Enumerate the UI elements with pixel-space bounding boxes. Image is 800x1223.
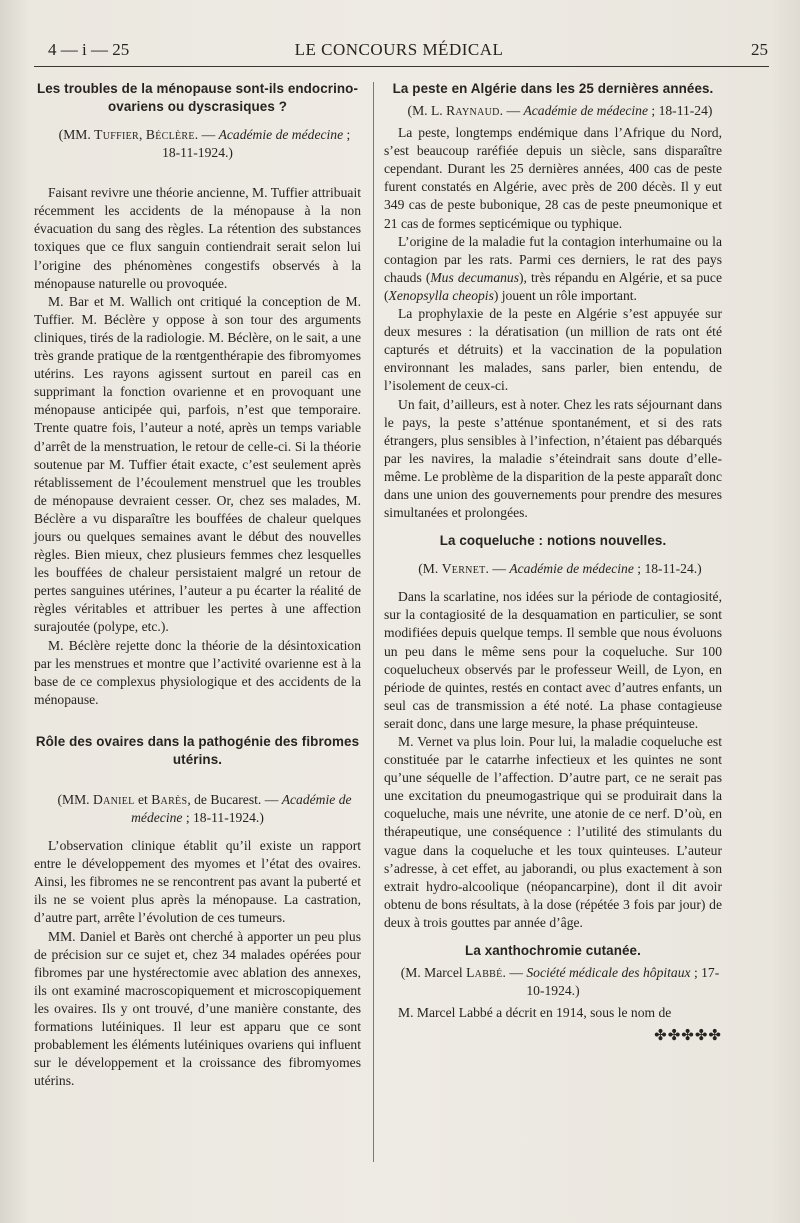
running-head [34,40,768,64]
page-number: 25 [751,40,768,59]
paragraph: M. Vernet va plus loin. Pour lui, la maladie coqueluche est constituée par le catarrhe infectieux et les quintes ne sont qu’une séquelle de l’affection. D’autre part, ce ne serait pas une excitation du pneumogastrique qui se produirait dans la coqueluche, mais une névrite, une atonie de ce nerf. D’où, en thérapeutique, une conséquence : l’utilité des stimulants du vague dans la coqueluche et les toux quinteuses. L’auteur s’adresse, à cet effet, au jaborandi, ou plus exactement à son extrait hydro-alcoolique (néopancarpine), dont il dit avoir obtenu de bons résultats, à la dose (répétée 3 fois par jour) de deux à trois gouttes par année d’âge. [384,734,722,930]
paragraph: Un fait, d’ailleurs, est à noter. Chez les rats séjournant dans le pays, la peste s’atténue spontanément, et si des rats étrangers, plus sensibles à l’infection, n’étaient pas débarqués par les navires, la maladie s’éteindrait sans doute d’elle-même. Le problème de la disparition de la peste apparaît donc dans une union des gouvernements pour prendre des mesures simultanées et prolongées. [384,396,722,521]
header-rule [34,66,769,67]
continuation-ornament: ✤✤✤✤✤ [654,1026,722,1045]
paragraph: M. Marcel Labbé a décrit en 1914, sous le nom de [398,1005,672,1021]
paragraph: L’observation clinique établit qu’il existe un rapport entre le développement des myomes et l’état des ovaires. Ainsi, les fibromes ne se rencontrent pas avant la puberté et ils ne se voient plus après la ménopause. La castration, d’autre part, arrête l’évolution de ces tumeurs. [34,838,361,926]
article-source: (M. Vernet. — Académie de médecine ; 18-11-24.) [418,561,702,577]
paragraph: L’origine de la maladie fut la contagion interhumaine ou la contagion par les rats. Parmi ces derniers, le rat des pays chauds (Mus decumanus), très répandu en Algérie, et sa puce (Xenopsylla cheopis) jouent un rôle important. [384,233,722,303]
article-source: (M. Marcel Labbé. — Société médicale des hôpitaux ; 17-10-1924.) [400,965,720,999]
article-source: (MM. Daniel et Barès, de Bucarest. — Académie de médecine ; 18-11-1924.) [57,791,352,825]
species-name: Mus decumanus [430,269,520,285]
paragraph: La peste, longtemps endémique dans l’Afrique du Nord, s’est beaucoup raréfiée depuis un siècle, sans disparaître cependant. Durant les 25 dernières années, 400 cas de peste furent constatés en Algérie, avec près de 200 décès. Il y eut 349 cas de peste bubonique, 28 cas de peste pneumonique et 21 cas de formes septicémique ou typhique. [384,125,722,231]
article-ovaires-fibromes [34,733,361,1091]
paragraph: Dans la scarlatine, nos idées sur la période de contagiosité, sur la contagiosité de la desquamation en particulier, se sont modifiées depuis quelque temps. Il semble que nous évoluons un peu dans le même sens pour la coqueluche. Sur 100 coquelucheux observés par le professeur Weill, de Lyon, en période de quintes, restés en contact avec d’autres enfants, un seul cas de transmission a été noté. La phase contagieuse serait donc, dans une large mesure, la phase préquinteuse. [384,589,722,731]
article-menopause [34,76,361,709]
paragraph: M. Bar et M. Wallich ont critiqué la conception de M. Tuffier. M. Béclère y oppose à son tour des arguments cliniques, tirés de la radiologie. M. Béclère, on le sait, a une très grande pratique de la rœntgenthérapie des fibromyomes utérins. Les rayons agissent surtout en pareil cas en supprimant la fonction ovarienne et en provoquant une ménopause anticipée qui, parfois, n’est que temporaire. Trente quatre fois, l’auteur a noté, après un temps variable d’arrêt de la menstruation, le retour de celle-ci. Si la théorie soutenue par M. Tuffier était exacte, c’est seulement après rétablissement de l’écoulement menstruel que les troubles de ménopause devraient cesser. Or, chez ses malades, M. Béclère a vu disparaître les bouffées de chaleur quelques jours ou quelques semaines avant le début des nouvelles règles. Bien mieux, chez plusieurs femmes chez lesquelles les bouffées de chaleur persistaient malgré un retour de pertes sanguines utérines, l’auteur a pu écarter la réalité de règles véritables et attribuer les pertes à une affection surajoutée (polype, etc.). [34,293,361,635]
column-divider [373,82,374,1162]
issue-date: 4 — i — 25 [48,40,130,59]
left-column [34,76,361,1090]
article-title: La xanthochromie cutanée. [465,943,641,959]
article-title: Les troubles de la ménopause sont-ils endocrino-ovariens ou dyscrasiques ? [36,81,359,114]
journal-title: LE CONCOURS MÉDICAL [294,40,504,59]
paragraph: La prophylaxie de la peste en Algérie s’est appuyée sur deux mesures : la dératisation (un million de rats ont été capturés et détruits) et la vaccination de la population environnant les malades, sans parler, bien entendu, de l’isolement de ceux-ci. [384,306,722,394]
paragraph: MM. Daniel et Barès ont cherché à apporter un peu plus de précision sur ce sujet et, chez 34 malades opérées pour fibromes par une hystérectomie avec ablation des annexes, ils ont examiné macroscopiquement et microscopiquement les ovaires. Ils y ont trouvé, d’une manière constante, des formations lutéiniques. Il leur est apparu que ce sont probablement les éléments lutéiniques ovariens qui influent sur le développement et la croissance des fibromyomes utérins. [34,928,361,1089]
article-peste-algerie [384,76,722,522]
article-source: (MM. Tuffier, Béclère. — Académie de médecine ; 18-11-1924.) [58,127,351,161]
paragraph: M. Béclère rejette donc la théorie de la désintoxication par les menstrues et montre que l’activité ovarienne est à la base de ce complexus physiologique et des accidents de la ménopause. [34,637,361,707]
article-source: (M. L. Raynaud. — Académie de médecine ; 18-11-24) [407,103,713,118]
article-coqueluche [384,532,722,932]
article-title: La peste en Algérie dans les 25 dernières années. [392,81,714,96]
article-xanthochromie [384,942,722,1044]
species-name: Xenopsylla cheopis [388,287,494,303]
article-title: Rôle des ovaires dans la pathogénie des fibromes utérins. [35,733,360,767]
right-column [384,76,722,1044]
paragraph: Faisant revivre une théorie ancienne, M. Tuffier attribuait récemment les accidents de la ménopause à la non évacuation du sang des règles. La rétention des substances toxiques que ce flux sanguin contiendrait serait selon lui l’origine des phénomènes congestifs observés à la ménopause naturelle ou provoquée. [34,185,361,291]
article-title: La coqueluche : notions nouvelles. [439,533,667,549]
